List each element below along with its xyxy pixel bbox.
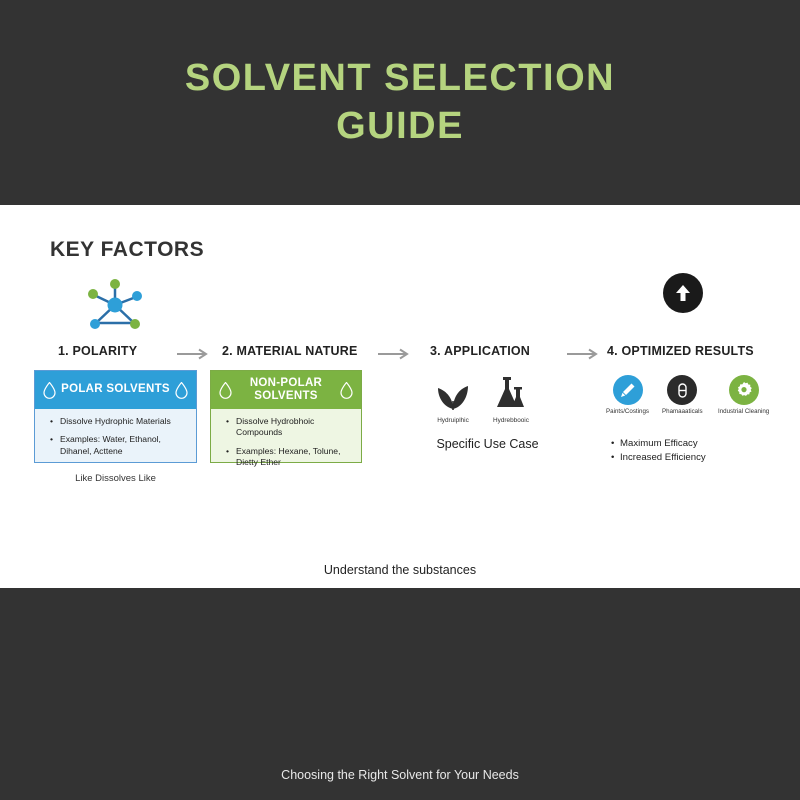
molecule-icon — [82, 277, 148, 333]
nonpolar-card-header — [211, 371, 361, 409]
application-label: Hydrebbooic — [493, 417, 529, 424]
brush-icon — [613, 375, 643, 405]
result-icon-industrial-cleaning — [718, 375, 769, 415]
arrow-right-icon — [567, 348, 603, 360]
understand-caption: Understand the substances — [323, 563, 477, 577]
application-icon-hydrophobic — [483, 377, 539, 424]
result-icon-pharmaceuticals — [662, 375, 703, 415]
header-band — [0, 0, 800, 205]
specific-use-case-caption: Specific Use Case — [436, 437, 539, 451]
optimized-results-icon — [663, 273, 703, 313]
like-dissolves-like-caption: Like Dissolves Like — [75, 473, 156, 484]
polar-solvents-card — [34, 370, 197, 463]
results-icons — [600, 375, 775, 433]
water-drop-icon — [43, 382, 56, 399]
results-bullet-list — [608, 437, 778, 466]
step-label-application: 3. APPLICATION — [430, 344, 531, 358]
leaf-icon — [425, 377, 481, 415]
result-label: Paints/Costings — [606, 408, 649, 415]
key-factors-heading: KEY FACTORS — [50, 238, 205, 261]
polar-card-body — [35, 409, 196, 457]
list-item: • Increased Efficiency — [620, 451, 778, 465]
list-item: • Dissolve Hydrobhoic Compounds — [234, 416, 352, 439]
step-label-polarity: 1. POLARITY — [58, 344, 138, 358]
result-label: Industrial Cleaning — [718, 408, 770, 415]
capsule-icon — [667, 375, 697, 405]
polar-card-title: POLAR SOLVENTS — [61, 383, 170, 396]
list-item: • Examples: Water, Ethanol, Dihanel, Acttene — [58, 434, 187, 457]
result-label: Phamaaaticals — [662, 408, 703, 415]
application-label: Hydruiplhic — [437, 417, 469, 424]
arrow-right-icon — [177, 348, 213, 360]
nonpolar-solvents-card — [210, 370, 362, 468]
gear-icon — [729, 375, 759, 405]
result-icon-paints — [606, 375, 649, 415]
water-drop-icon — [219, 382, 232, 399]
list-item: • Maximum Efficacy — [620, 437, 778, 451]
step-label-material-nature: 2. MATERIAL NATURE — [222, 344, 358, 358]
footer-tagline: Choosing the Right Solvent for Your Needs — [281, 768, 519, 782]
water-drop-icon — [175, 382, 188, 399]
nonpolar-card-body — [211, 409, 361, 468]
water-drop-icon — [340, 382, 353, 399]
application-icon-hydrophilic — [425, 377, 481, 424]
steps-row — [40, 335, 770, 365]
step-label-optimized-results: 4. OPTIMIZED RESULTS — [607, 344, 754, 358]
application-icons — [425, 377, 550, 437]
footer-band — [0, 588, 800, 800]
list-item: • Examples: Hexane, Tolune, Dietty Ether — [234, 446, 352, 469]
page-title: SOLVENT SELECTION GUIDE — [184, 57, 616, 147]
polar-card-header — [35, 371, 196, 409]
flask-icon — [483, 377, 539, 415]
list-item: • Dissolve Hydrophic Materials — [58, 416, 187, 427]
arrow-right-icon — [378, 348, 414, 360]
nonpolar-card-title: NON-POLAR SOLVENTS — [249, 376, 323, 402]
main-panel — [0, 205, 800, 588]
